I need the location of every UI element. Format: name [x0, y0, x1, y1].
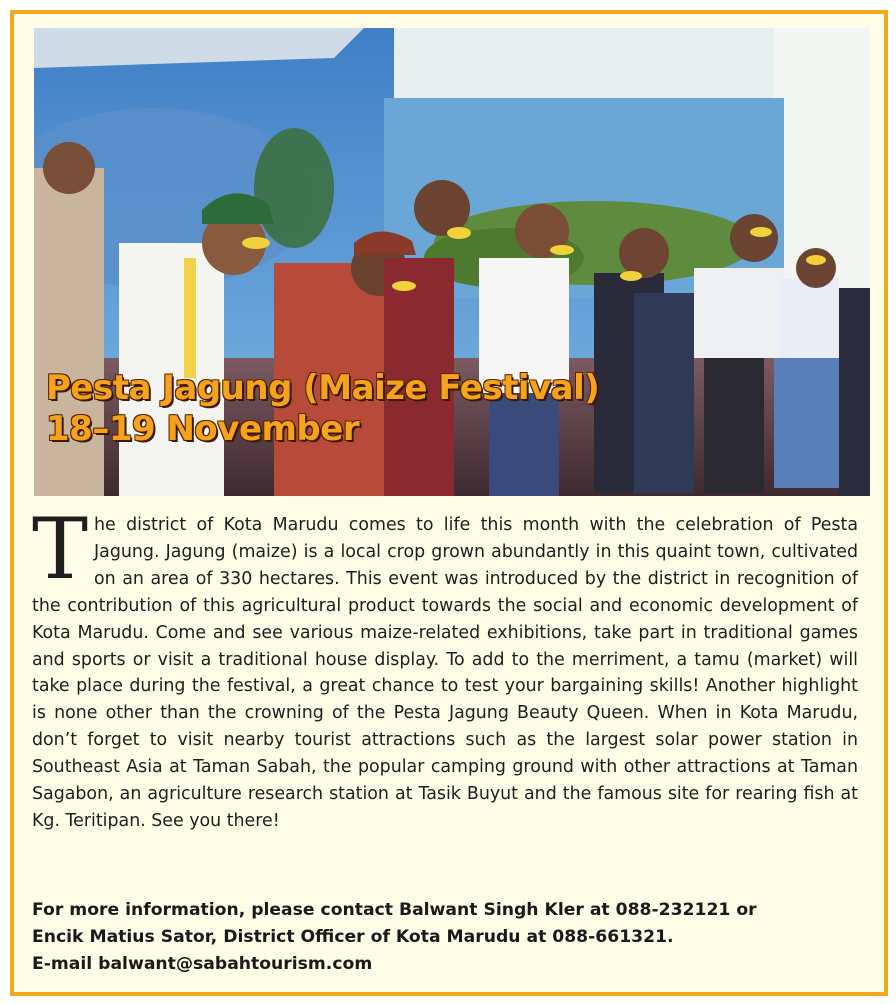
festival-dates: 18–19 November [46, 409, 360, 449]
festival-title: Pesta Jagung (Maize Festival) [46, 368, 600, 408]
festival-photo [34, 28, 870, 496]
contact-info [32, 897, 872, 978]
festival-caption [46, 368, 599, 450]
article-frame [10, 10, 888, 996]
article-paragraph: he district of Kota Marudu comes to life this month with the celebration of Pesta Jagung. Jagung (maize) is a local crop grown abundantly in this quaint town, cultivated on an area of 330 hectares. This event was introduced by the district in recognition of the contribution of this agricultural product towards the social and economic development of Kota Marudu. Come and see various maize-related exhibitions, take part in traditional games and sports or visit a traditional house display. To add to the merriment, a tamu (market) will take place during the festival, a great chance to test your bargaining skills! Another highlight is none other than the crowning of the Pesta Jagung Beauty Queen. When in Kota Marudu, don’t forget to visit nearby tourist attractions such as the largest solar power station in Southeast Asia at Taman Sabah, the popular camping ground with other attractions at Taman Sagabon, an agriculture research station at Tasik Buyut and the famous site for rearing fish at Kg. Teritipan. See you there! [32, 515, 858, 831]
contact-line-2: Encik Matius Sator, District Officer of Kota Marudu at 088-661321. [32, 927, 674, 947]
contact-line-1: For more information, please contact Balwant Singh Kler at 088-232121 or [32, 900, 757, 920]
drop-cap: T [32, 500, 89, 598]
contact-email: E-mail balwant@sabahtourism.com [32, 954, 373, 974]
article-body [32, 500, 858, 835]
